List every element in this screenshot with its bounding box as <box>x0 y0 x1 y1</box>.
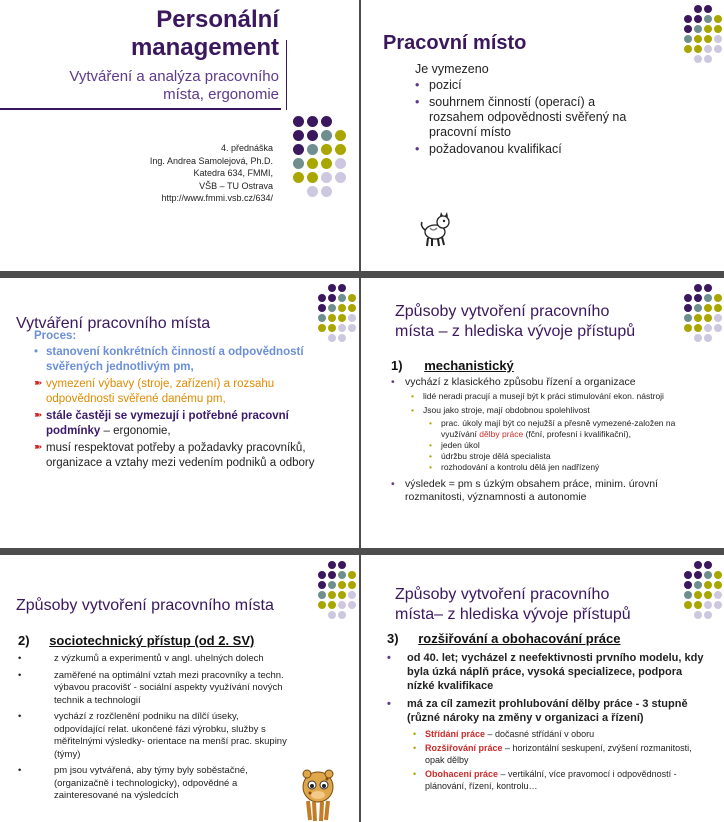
sub-list <box>413 728 705 792</box>
item-highlight: Střídání práce <box>425 729 486 739</box>
item-text: musí respektovat potřeby a požadavky pracovníků, organizace a vztahy mezi vedením podniků a odbory <box>46 442 315 469</box>
info-department: Katedra 634, FMMI, <box>193 168 273 178</box>
info-author: Ing. Andrea Samolejová, Ph.D. <box>149 155 273 166</box>
arrow-bullet-icon: ➽ <box>34 410 43 421</box>
item-text: – horizontální seskupení, zvýšení rozmanitosti, opak dělby <box>425 743 692 765</box>
slide-5[interactable] <box>0 555 359 822</box>
bullet-icon: • <box>34 346 39 358</box>
item-highlight: Obohacení práce <box>425 769 499 779</box>
cartoon-animal-icon <box>418 212 452 248</box>
slide-subtitle <box>69 68 279 104</box>
list-item <box>387 697 705 792</box>
item-text: – dočasné střídání v oboru <box>485 729 595 739</box>
item-text: vychází z klasického způsobu řízení a organizace <box>405 376 636 388</box>
item-text: zaměřené na optimální vztah mezi pracovníky a techn. výbavou pracovišť - sociální aspekty využívání nových technik a technologií <box>54 669 284 706</box>
sub-list <box>411 391 711 473</box>
horizontal-separator-1 <box>0 271 724 278</box>
intro-text: Je vymezeno <box>415 62 489 76</box>
list-item: • požadovanou kvalifikací <box>415 142 651 157</box>
heading-text: sociotechnický přístup (od 2. SV) <box>49 633 255 648</box>
list-item <box>34 409 334 438</box>
subtitle-line-1: Vytváření a analýza pracovního <box>69 68 279 85</box>
sub-item <box>413 742 705 766</box>
info-url[interactable]: http://www.fmmi.vsb.cz/634/ <box>161 193 273 203</box>
item-text: vymezení výbavy (stroje, zařízení) a rozsahu odpovědnosti svěřené danému pm, <box>46 378 275 405</box>
horizontal-separator-2 <box>0 548 724 555</box>
heading-text: mechanistický <box>424 358 514 373</box>
sub-sub-item <box>429 418 711 440</box>
list-item <box>18 765 288 803</box>
title-divider <box>0 108 281 110</box>
list-item <box>391 376 711 473</box>
decorative-dots <box>684 5 722 63</box>
heading-number: 3) <box>387 631 399 646</box>
sub-item: • lidé neradi pracují a musejí být k práci stimulování ekon. nástroji <box>411 391 711 402</box>
heading-number: 2) <box>18 633 30 648</box>
decorative-dots <box>293 116 346 197</box>
sub-sub-item: • údržbu stroje dělá specialista <box>429 451 711 462</box>
title-line-2: místa– z hlediska vývoje přístupů <box>395 606 631 623</box>
cartoon-giraffe-icon <box>298 765 338 822</box>
bullet-icon: • <box>18 653 22 664</box>
sub-sub-list <box>429 418 711 473</box>
info-university: VŠB – TU Ostrava <box>199 180 273 191</box>
info-lecture-number: 4. přednáška <box>220 143 273 153</box>
slide-title <box>131 6 279 62</box>
item-text-bold: stále častěji se vymezují i potřebné pracovní podmínky <box>46 410 289 437</box>
list-item: • souhrnem činností (operací) a rozsahem odpovědnosti svěřený na pracovní místo <box>415 95 651 140</box>
section-heading <box>387 631 620 646</box>
decorative-dots <box>318 561 356 619</box>
item-highlight: dělby práce <box>479 429 524 439</box>
title-line-1: Způsoby vytvoření pracovního <box>395 586 610 603</box>
slide-1[interactable] <box>0 0 359 271</box>
arrow-bullet-icon: ➽ <box>34 378 43 389</box>
list-item <box>34 377 334 406</box>
list-item <box>34 345 334 374</box>
section-heading <box>391 358 514 373</box>
sub-item <box>411 405 711 473</box>
item-text: má za cíl zamezit prohlubování dělby práce - 3 stupně (různé nároky na změny v organizaci a řízení) <box>407 698 688 724</box>
sub-item <box>413 728 705 740</box>
slide-title <box>395 302 635 342</box>
heading-number: 1) <box>391 358 403 373</box>
slide-2[interactable] <box>361 0 724 271</box>
title-line-1: Způsoby vytvoření pracovního <box>395 303 610 320</box>
item-text: – ergonomie, <box>100 424 171 437</box>
item-text: z výzkumů a experimentů v angl. uhelných dolech <box>54 653 264 664</box>
decorative-dots <box>684 561 722 619</box>
slide-6[interactable] <box>361 555 724 822</box>
item-text: vychází z rozčlenění podniku na dílčí úseky, odpovídající relat. ukončené fázi výrobku, služby s měřitelnými výsledky- orientace na menší prac. skupiny (týmy) <box>54 711 287 760</box>
slide-3[interactable] <box>0 278 359 548</box>
item-text: (fční, profesní i kvalifikační), <box>523 429 631 439</box>
item-text: od 40. let; vycházel z neefektivnosti prvního modelu, kdy byla úzká náplň práce, vysoká specializece, podpora nízké kvalifikace <box>407 652 704 692</box>
bullet-icon: • <box>18 669 22 681</box>
bullet-list <box>391 376 711 504</box>
decorative-dots <box>318 284 356 342</box>
proces-label: Proces: <box>34 330 77 342</box>
bullet-list <box>415 78 651 157</box>
proces-list <box>34 345 334 470</box>
arrow-bullet-icon: ➽ <box>34 442 43 453</box>
item-text: – vertikální, více pravomocí i odpovědností - plánování, řízení, kontrolu… <box>425 769 677 791</box>
decorative-dots <box>684 284 722 342</box>
list-item: • výsledek = pm s úzkým obsahem práce, minim. úrovní rozmanitosti, významnosti a autonomie <box>391 478 711 504</box>
title-line-2: management <box>130 34 279 61</box>
item-text: stanovení konkrétních činností a odpovědností svěřených jednotlivým pm, <box>46 346 304 373</box>
title-vertical-line <box>286 40 287 110</box>
item-text: Jsou jako stroje, mají obdobnou spolehlivost <box>423 405 590 415</box>
list-item <box>18 670 288 708</box>
title-line-2: místa – z hlediska vývoje přístupů <box>395 323 636 340</box>
item-highlight: Rozšiřování práce <box>425 743 503 753</box>
slide-title <box>395 585 631 625</box>
heading-text: rozšiřování a obohacování práce <box>418 631 621 646</box>
list-item: • pozicí <box>415 78 651 93</box>
lecture-info <box>150 142 273 205</box>
slide-title: Vytváření pracovního místa <box>16 315 211 332</box>
bullet-list <box>18 653 288 803</box>
sub-sub-item: • rozhodování a kontrolu dělá jen nadřízený <box>429 462 711 473</box>
list-item <box>34 441 334 470</box>
slide-4[interactable] <box>361 278 724 548</box>
item-text: pm jsou vytvářená, aby týmy byly soběstačné, (organizačně i technologicky), odpovědné a zainteresované na výsledcích <box>54 765 248 801</box>
subtitle-line-2: místa, ergonomie <box>163 86 279 103</box>
sub-sub-item: • jeden úkol <box>429 440 711 451</box>
slide-title: Pracovní místo <box>383 32 527 54</box>
list-item <box>18 711 288 761</box>
sub-item <box>413 768 705 792</box>
bullet-icon: • <box>18 711 22 722</box>
section-heading <box>18 633 254 648</box>
bullet-list <box>387 651 705 792</box>
list-item <box>387 651 705 693</box>
item-text: prac. úkoly mají být co nejužší a přesně vymezené-založen na využívání <box>441 418 676 439</box>
slide-title: Způsoby vytvoření pracovního místa <box>16 597 274 614</box>
title-line-1: Personální <box>156 6 279 33</box>
list-item <box>18 653 288 666</box>
bullet-icon: • <box>18 765 22 776</box>
